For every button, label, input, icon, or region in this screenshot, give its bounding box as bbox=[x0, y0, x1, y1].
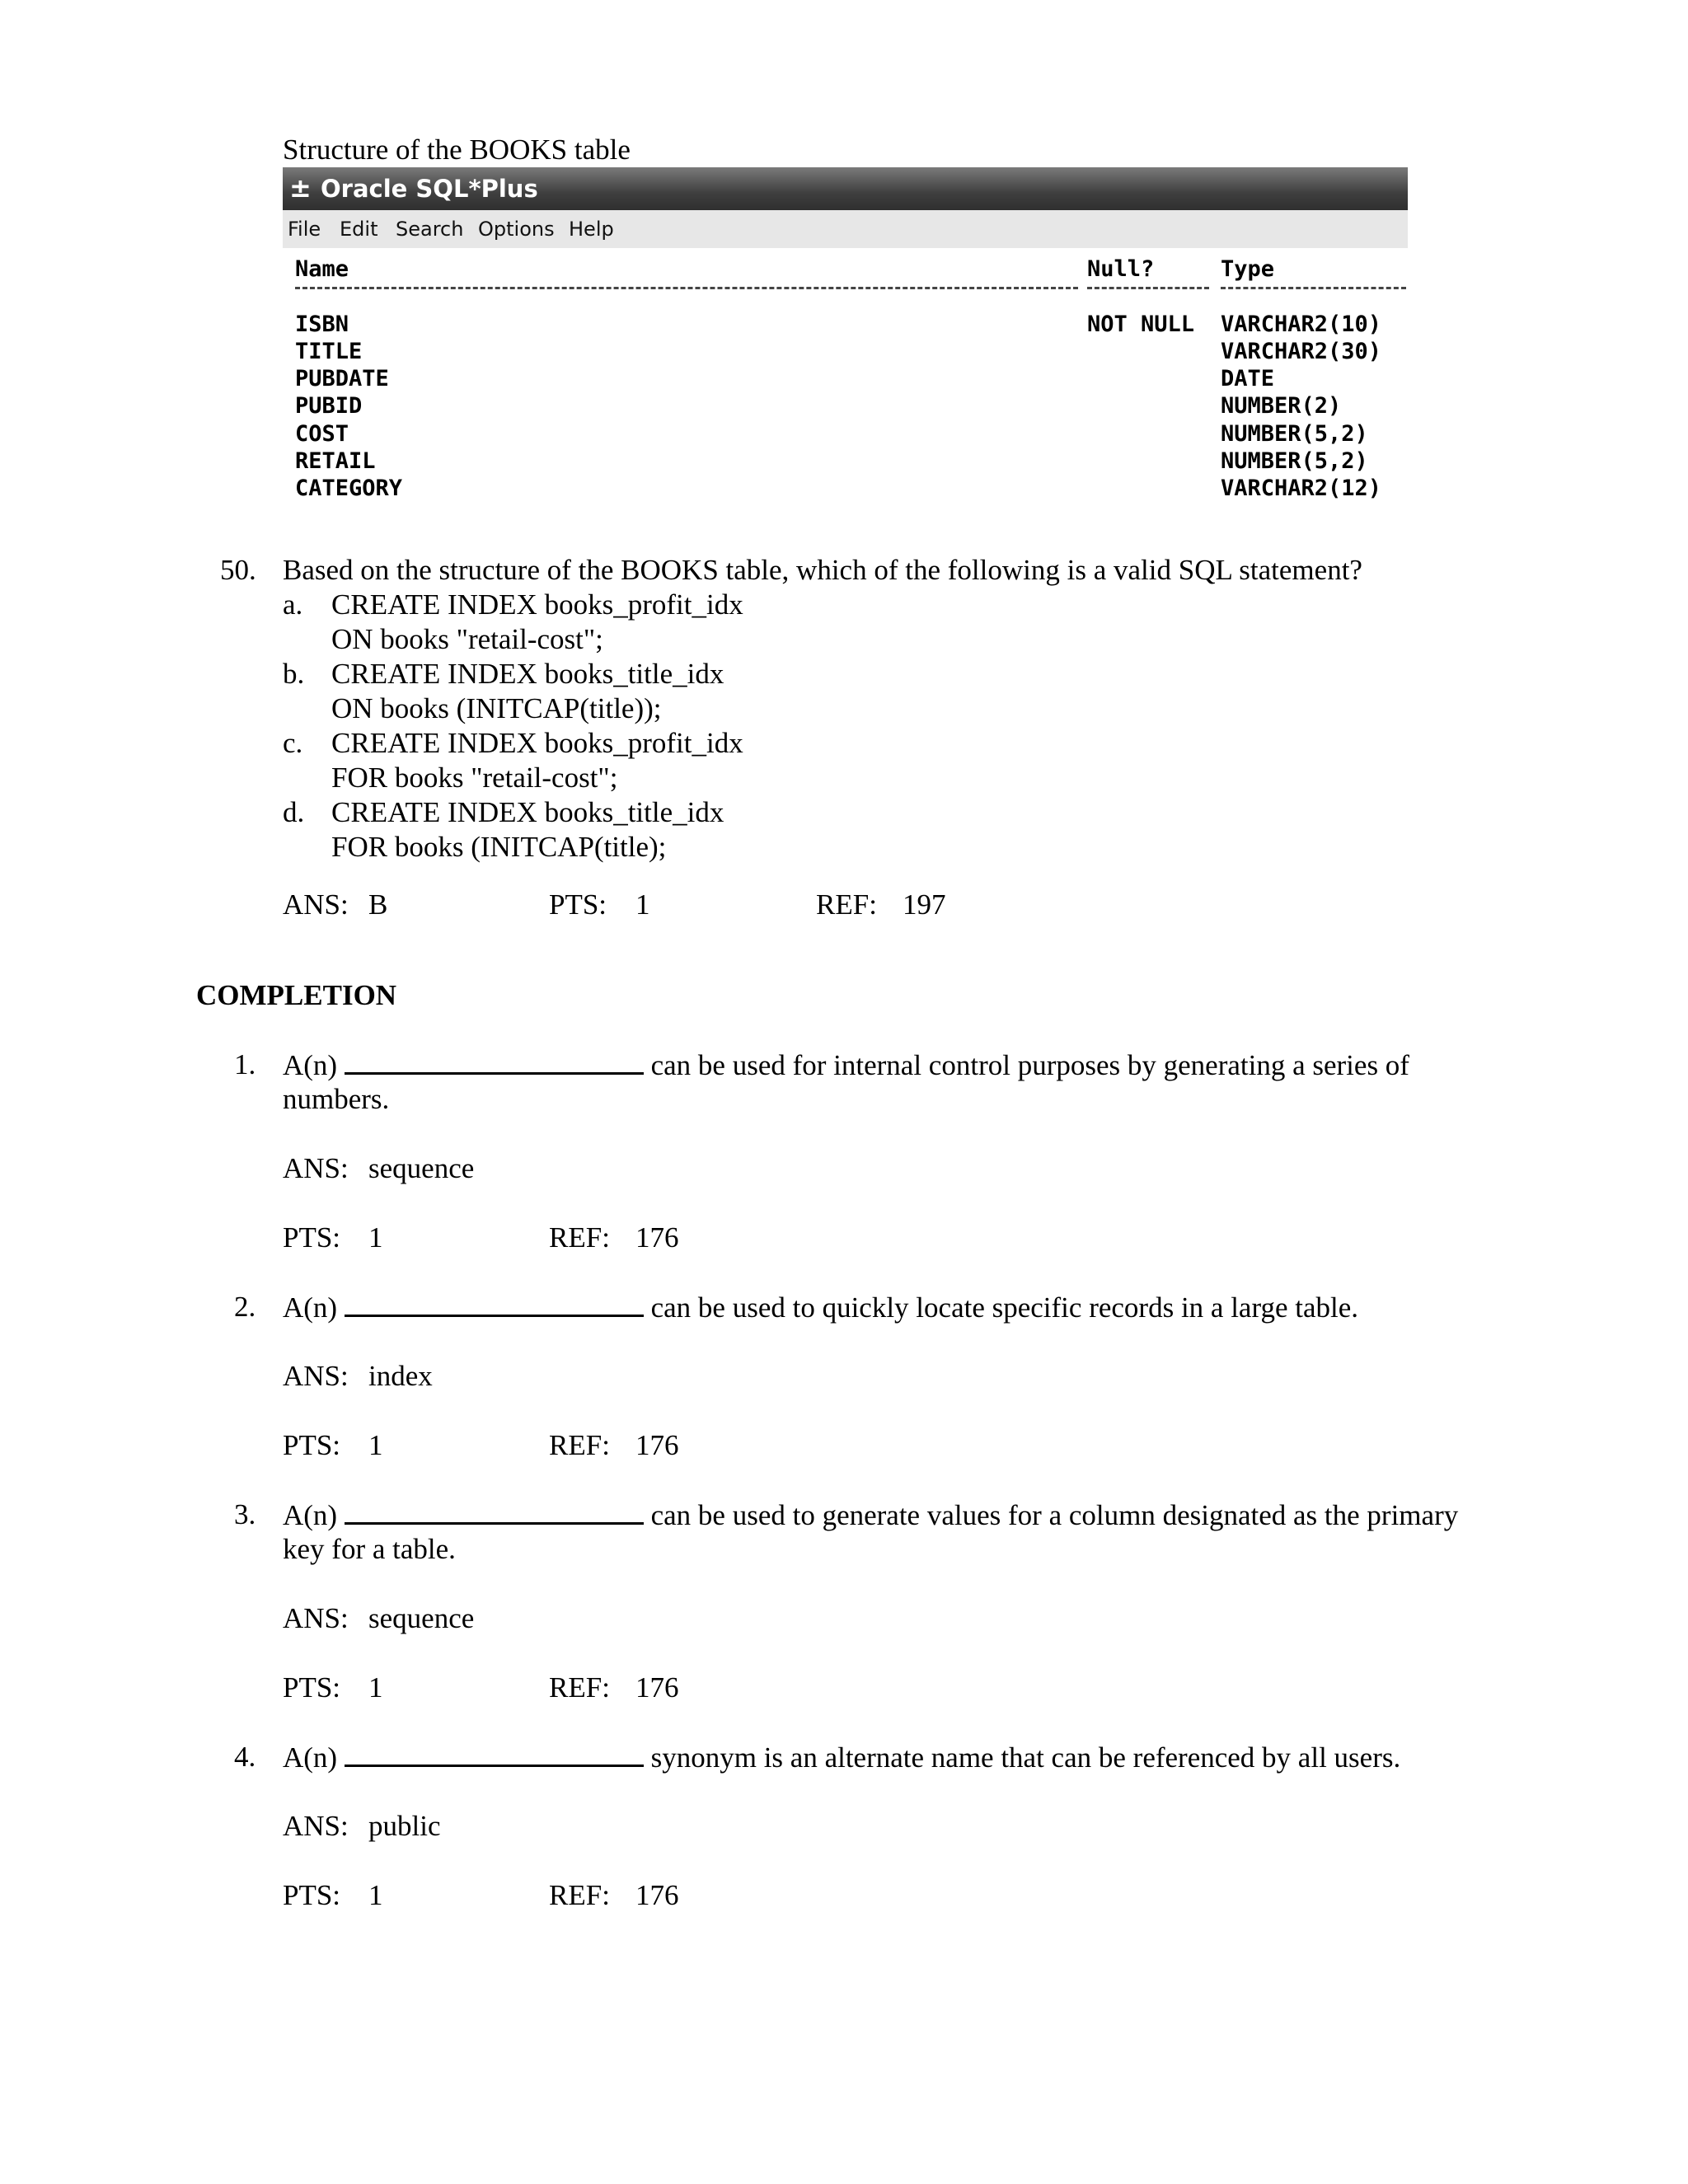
option-line: FOR books "retail-cost"; bbox=[331, 762, 618, 794]
option-letter: d. bbox=[283, 796, 305, 828]
option-line: CREATE INDEX books_title_idx bbox=[331, 658, 724, 690]
sqlplus-icon: ± bbox=[289, 172, 312, 204]
ref-label: REF: bbox=[549, 1429, 610, 1461]
row-name: COST bbox=[295, 421, 349, 447]
menu-options[interactable]: Options bbox=[478, 218, 555, 241]
pts-label: PTS: bbox=[283, 1879, 341, 1911]
ans-value: public bbox=[368, 1810, 441, 1842]
question-number: 50. bbox=[220, 554, 256, 586]
header-rule-name bbox=[295, 287, 1078, 289]
ref-label: REF: bbox=[549, 1879, 610, 1911]
option-line: ON books "retail-cost"; bbox=[331, 623, 603, 655]
pts-value: 1 bbox=[368, 1429, 383, 1461]
menu-file[interactable]: File bbox=[288, 218, 321, 241]
ans-label: ANS: bbox=[283, 1602, 349, 1634]
window-titlebar bbox=[283, 167, 1408, 210]
option-letter: c. bbox=[283, 727, 303, 759]
ans-label: ANS: bbox=[283, 888, 349, 921]
answer-blank bbox=[345, 1740, 644, 1767]
row-name: PUBID bbox=[295, 393, 363, 419]
option-letter: b. bbox=[283, 658, 305, 690]
ref-label: REF: bbox=[549, 1671, 610, 1704]
option-line: FOR books (INITCAP(title); bbox=[331, 831, 667, 863]
question-continuation: key for a table. bbox=[283, 1533, 456, 1565]
row-name: RETAIL bbox=[295, 448, 376, 474]
row-type: VARCHAR2(12) bbox=[1221, 476, 1382, 501]
pts-value: 1 bbox=[368, 1671, 383, 1704]
ans-value: index bbox=[368, 1360, 433, 1392]
row-null: NOT NULL bbox=[1087, 312, 1195, 337]
option-letter: a. bbox=[283, 588, 303, 621]
ans-value: B bbox=[368, 888, 388, 921]
row-type: NUMBER(2) bbox=[1221, 393, 1342, 419]
figure-caption: Structure of the BOOKS table bbox=[283, 134, 631, 166]
pts-value: 1 bbox=[635, 888, 650, 921]
row-type: VARCHAR2(30) bbox=[1221, 339, 1382, 364]
row-name: TITLE bbox=[295, 339, 363, 364]
header-rule-null bbox=[1087, 287, 1209, 289]
option-line: CREATE INDEX books_title_idx bbox=[331, 796, 724, 828]
pts-label: PTS: bbox=[549, 888, 607, 921]
section-heading: COMPLETION bbox=[196, 979, 397, 1011]
question-line: A(n) can be used for internal control purposes by generating a series of bbox=[283, 1049, 1409, 1081]
menu-search[interactable]: Search bbox=[396, 218, 464, 241]
menu-help[interactable]: Help bbox=[569, 218, 614, 241]
menu-bar bbox=[283, 210, 1408, 248]
question-number: 2. bbox=[234, 1291, 256, 1323]
sqlplus-window bbox=[283, 167, 1408, 513]
pts-value: 1 bbox=[368, 1879, 383, 1911]
window-title: Oracle SQL*Plus bbox=[321, 175, 538, 203]
col-header-null: Null? bbox=[1087, 256, 1155, 282]
option-line: ON books (INITCAP(title)); bbox=[331, 692, 662, 724]
question-continuation: numbers. bbox=[283, 1083, 390, 1115]
ref-value: 176 bbox=[635, 1671, 679, 1704]
pts-value: 1 bbox=[368, 1221, 383, 1254]
col-header-type: Type bbox=[1221, 256, 1275, 282]
option-line: CREATE INDEX books_profit_idx bbox=[331, 727, 743, 759]
question-number: 3. bbox=[234, 1498, 256, 1530]
ref-value: 176 bbox=[635, 1879, 679, 1911]
ref-value: 176 bbox=[635, 1429, 679, 1461]
question-number: 1. bbox=[234, 1048, 256, 1080]
question-number: 4. bbox=[234, 1741, 256, 1773]
ans-label: ANS: bbox=[283, 1810, 349, 1842]
pts-label: PTS: bbox=[283, 1429, 341, 1461]
row-type: DATE bbox=[1221, 366, 1275, 391]
pts-label: PTS: bbox=[283, 1221, 341, 1254]
ans-value: sequence bbox=[368, 1152, 475, 1184]
question-stem: Based on the structure of the BOOKS table, which of the following is a valid SQL statement? bbox=[283, 554, 1362, 586]
col-header-name: Name bbox=[295, 256, 349, 282]
ans-label: ANS: bbox=[283, 1360, 349, 1392]
row-name: CATEGORY bbox=[295, 476, 403, 501]
pts-label: PTS: bbox=[283, 1671, 341, 1704]
question-line: A(n) can be used to quickly locate specific records in a large table. bbox=[283, 1291, 1359, 1324]
menu-edit[interactable]: Edit bbox=[340, 218, 378, 241]
header-rule-type bbox=[1221, 287, 1406, 289]
answer-blank bbox=[345, 1497, 644, 1525]
row-name: ISBN bbox=[295, 312, 349, 337]
row-type: NUMBER(5,2) bbox=[1221, 421, 1368, 447]
ref-label: REF: bbox=[816, 888, 877, 921]
answer-blank bbox=[345, 1290, 644, 1317]
option-line: CREATE INDEX books_profit_idx bbox=[331, 588, 743, 621]
row-type: VARCHAR2(10) bbox=[1221, 312, 1382, 337]
ans-label: ANS: bbox=[283, 1152, 349, 1184]
question-line: A(n) can be used to generate values for a column designated as the primary bbox=[283, 1499, 1459, 1531]
ref-value: 197 bbox=[903, 888, 946, 921]
ref-value: 176 bbox=[635, 1221, 679, 1254]
row-name: PUBDATE bbox=[295, 366, 389, 391]
question-line: A(n) synonym is an alternate name that can be referenced by all users. bbox=[283, 1741, 1401, 1774]
row-type: NUMBER(5,2) bbox=[1221, 448, 1368, 474]
ref-label: REF: bbox=[549, 1221, 610, 1254]
ans-value: sequence bbox=[368, 1602, 475, 1634]
answer-blank bbox=[345, 1047, 644, 1075]
